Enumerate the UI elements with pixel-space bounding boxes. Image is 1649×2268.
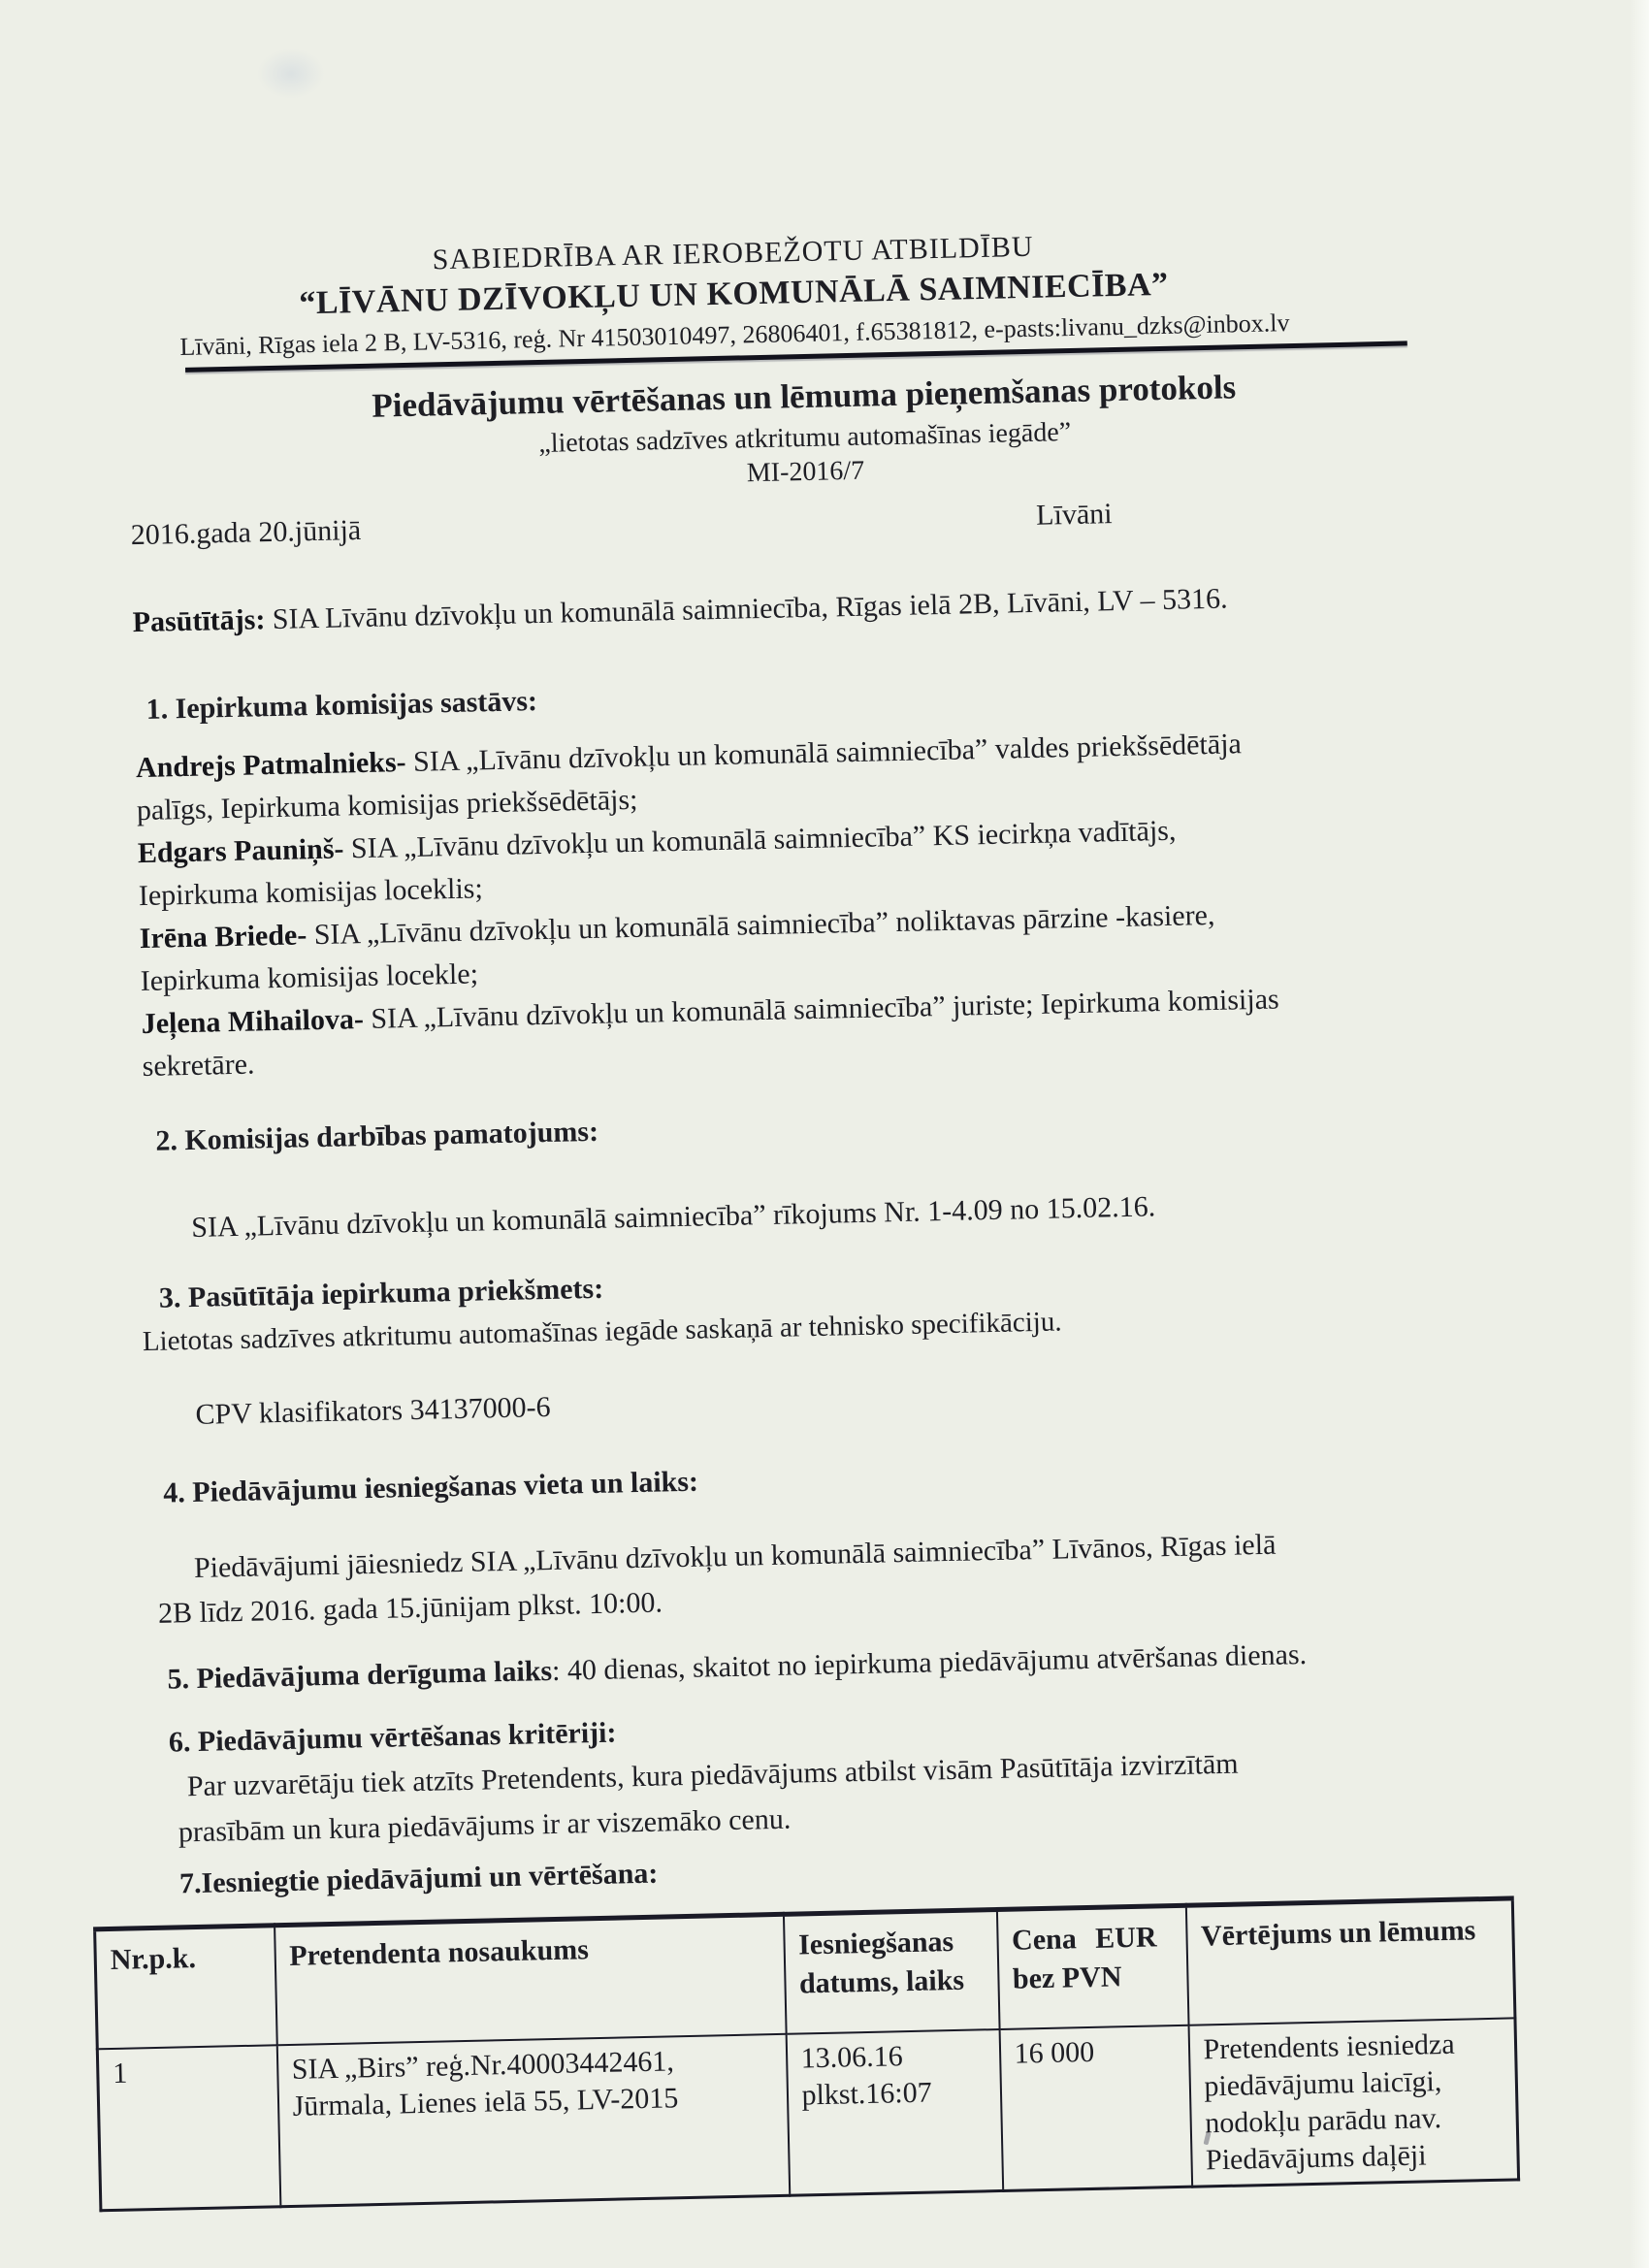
company-address-line: Līvāni, Rīgas iela 2 B, LV-5316, reģ. Nr 41503010497, 26806401, f.65381812, e-pasts:livanu_dzks@inbox.lv — [179, 308, 1290, 362]
submission-date: 13.06.16 — [800, 2040, 904, 2075]
protocol-subtitle: „lietotas sadzīves atkritumu automašīnas iegāde” — [538, 417, 1072, 459]
header-price-line2: bez PVN — [1012, 1960, 1122, 1995]
member-text: SIA „Līvānu dzīvokļu un komunālā saimniecība” valdes priekšsēdētāja — [405, 728, 1243, 779]
cell-pretendent — [276, 2034, 790, 2207]
member-name: Andrejs Patmalnieks- — [135, 746, 406, 785]
section-5-heading — [99, 1629, 1526, 1702]
pretendent-name-line1: SIA „Birs” reģ.Nr.40003442461, — [291, 2045, 675, 2086]
offers-table — [93, 1895, 1520, 2212]
header-pretendent: Pretendenta nosaukums — [275, 1914, 787, 2045]
header-submission-line1: Iesniegšanas — [797, 1926, 954, 1961]
protocol-place: Līvāni — [1035, 498, 1113, 532]
section-4-heading: 4. Piedāvājumu iesniegšanas vieta un laiks: — [162, 1465, 699, 1509]
commission-members — [80, 717, 1512, 1089]
header-nr: Nr.p.k. — [95, 1926, 277, 2050]
member-text: Iepirkuma komisijas loceklis; — [138, 872, 484, 913]
company-name-line: “LĪVĀNU DZĪVOKĻU UN KOMUNĀLĀ SAIMNIECĪBA” — [299, 266, 1169, 322]
member-text: SIA „Līvānu dzīvokļu un komunālā saimniecība” KS iecirkņa vadītājs, — [343, 814, 1177, 865]
pretendent-name-line2: Jūrmala, Lienes ielā 55, LV-2015 — [292, 2082, 679, 2122]
member-text: SIA „Līvānu dzīvokļu un komunālā saimniecība” noliktavas pārzine -kasiere, — [306, 898, 1215, 952]
submission-time: plkst.16:07 — [801, 2076, 933, 2112]
member-name: Irēna Briede- — [139, 919, 307, 956]
cell-nr: 1 — [97, 2045, 280, 2210]
header-submission — [783, 1910, 999, 2034]
cell-verdict: Pretendents iesniedza piedāvājumu laicīgi, nodokļu parādu nav. Piedāvājums daļēji — [1188, 2018, 1519, 2187]
protocol-reference: MI-2016/7 — [746, 455, 865, 489]
section-6-line2: prasībām un kura piedāvājums ir ar viszemāko cenu. — [178, 1802, 792, 1849]
section-4-line2: 2B līdz 2016. gada 15.jūnijam plkst. 10:00. — [157, 1586, 663, 1630]
client-paragraph — [76, 571, 1503, 645]
member-text: SIA „Līvānu dzīvokļu un komunālā saimniecība” juriste; Iepirkuma komisijas — [363, 983, 1279, 1036]
protocol-document — [68, 219, 1536, 2212]
member-text: Iepirkuma komisijas locekle; — [140, 957, 479, 998]
header-price — [996, 1905, 1188, 2029]
section-5-bold: 5. Piedāvājuma derīguma laiks — [167, 1654, 553, 1696]
member-name: Jeļena Mihailova- — [141, 1003, 365, 1041]
client-label: Pasūtītājs: — [132, 603, 266, 639]
cell-submission — [786, 2029, 1003, 2195]
member-text: palīgs, Iepirkuma komisijas priekšsēdētājs; — [136, 783, 638, 827]
header-price-line1: Cena EUR — [1011, 1921, 1157, 1957]
member-name: Edgars Pauniņš- — [137, 832, 344, 870]
section-2-body: SIA „Līvānu dzīvokļu un komunālā saimniecība” rīkojums Nr. 1-4.09 no 15.02.16. — [190, 1190, 1156, 1244]
header-verdict: Vērtējums un lēmums — [1185, 1898, 1515, 2025]
scan-smudge-artifact — [257, 49, 325, 99]
section-5-rest: : 40 dienas, skaitot no iepirkuma piedāvājumu atvēršanas dienas. — [551, 1638, 1308, 1687]
section-3-heading: 3. Pasūtītāja iepirkuma priekšmets: — [158, 1272, 604, 1314]
section-4-line1: Piedāvājumi jāiesniedz SIA „Līvānu dzīvokļu un komunālā saimniecība” Līvānos, Rīgas ielā — [193, 1528, 1277, 1584]
cpv-classifier-line: CPV klasifikators 34137000-6 — [195, 1390, 551, 1431]
protocol-date: 2016.gada 20.jūnijā — [130, 513, 362, 552]
protocol-title: Piedāvājumu vērtēšanas un lēmuma pieņemšanas protokols — [372, 368, 1237, 425]
section-2-heading: 2. Komisijas darbības pamatojums: — [155, 1115, 599, 1157]
client-text: SIA Līvānu dzīvokļu un komunālā saimniecība, Rīgas ielā 2B, Līvāni, LV – 5316. — [264, 582, 1228, 636]
section-6-line1: Par uzvarētāju tiek atzīts Pretendents, kura piedāvājums atbilst visām Pasūtītāja izvirzītām — [186, 1747, 1239, 1803]
scan-edge-highlight — [1630, 0, 1649, 2268]
cell-price: 16 000 — [999, 2025, 1192, 2191]
header-submission-line2: datums, laiks — [798, 1963, 965, 2000]
section-1-heading: 1. Iepirkuma komisijas sastāvs: — [146, 685, 538, 726]
company-type-line: SABIEDRĪBA AR IEROBEŽOTU ATBILDĪBU — [432, 230, 1034, 276]
section-6-heading: 6. Piedāvājumu vērtēšanas kritēriji: — [168, 1716, 617, 1759]
member-text: sekretāre. — [142, 1048, 255, 1084]
section-3-body: Lietotas sadzīves atkritumu automašīnas iegāde saskaņā ar tehnisko specifikāciju. — [142, 1306, 1062, 1358]
section-7-heading: 7.Iesniegtie piedāvājumi un vērtēšana: — [178, 1857, 659, 1900]
offers-table-row — [97, 2018, 1518, 2210]
